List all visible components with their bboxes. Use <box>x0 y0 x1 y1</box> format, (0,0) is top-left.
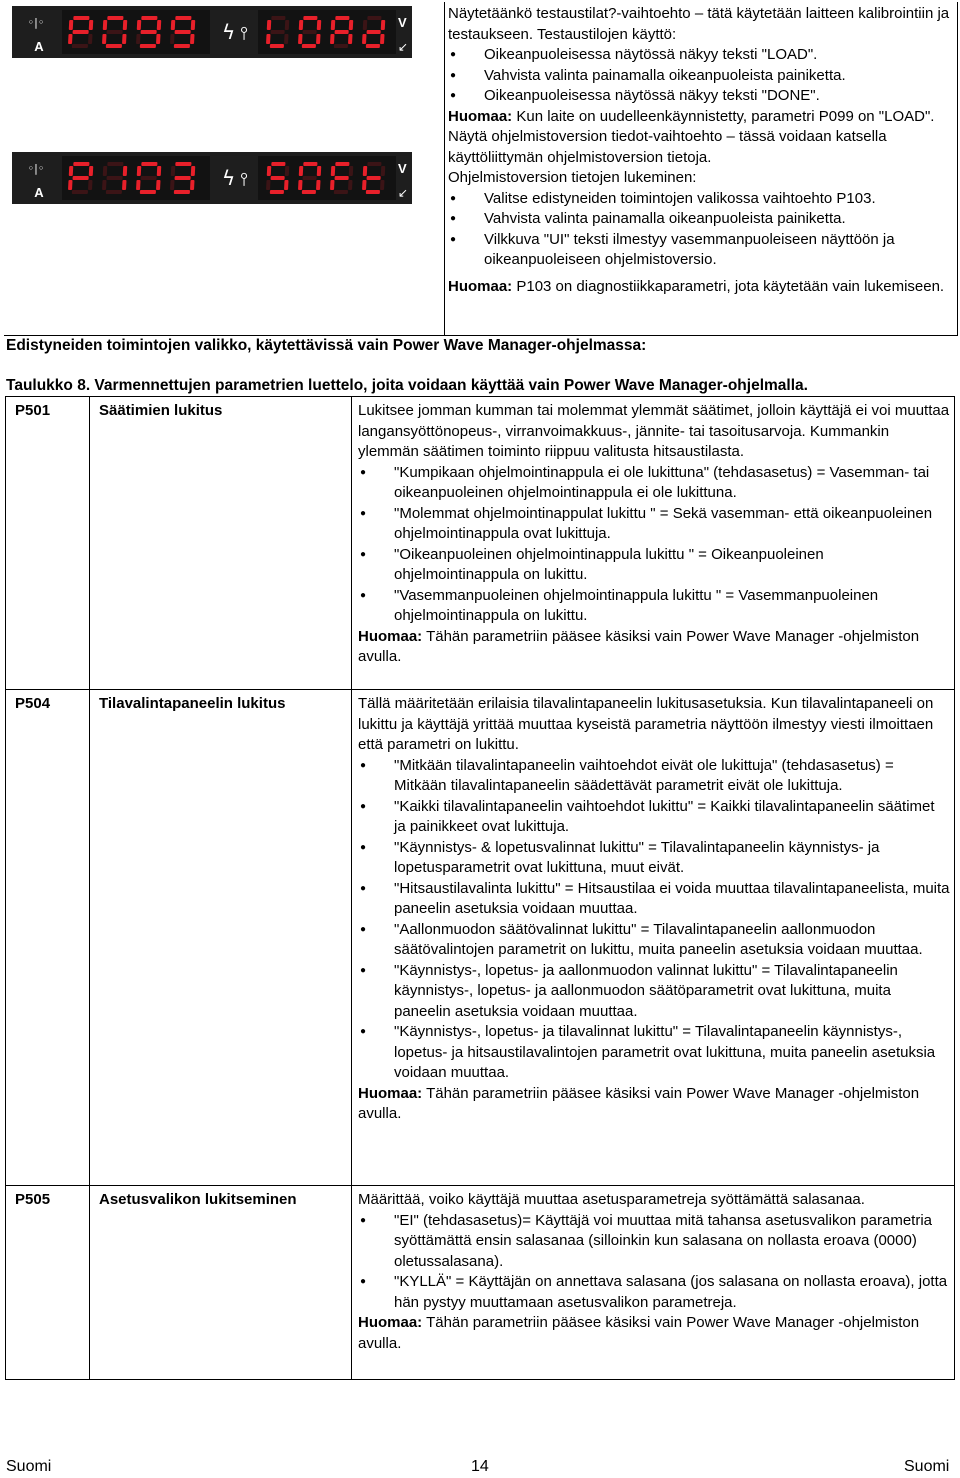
wire-feed-icon: ◦|◦ <box>27 16 45 29</box>
note-label: Huomaa: <box>448 277 513 295</box>
torch-icon: ↙ <box>398 40 409 54</box>
p099-bullet: ● Oikeanpuoleisessa näytössä näkyy teksti "LOAD". <box>448 45 956 66</box>
p103-note <box>448 277 956 298</box>
param-description <box>352 690 955 1186</box>
option-bullet: ● "Oikeanpuoleinen ohjelmointinappula lukittu " = Oikeanpuoleinen ohjelmointinappula on lukittu. <box>358 545 950 586</box>
table-row <box>6 1186 955 1380</box>
thermometer-icon: ⫯ <box>240 23 248 44</box>
option-bullet: ● "Mitkään tilavalintapaneelin vaihtoehdot eivät ole lukittuja" (tehdasasetus) = Mitkään tilavalintapaneelin säädettävät parametrit eivät ole lukittuja. <box>358 756 950 797</box>
p103-bullet: ● Valitse edistyneiden toimintojen valikossa vaihtoehto P103. <box>448 189 956 210</box>
note-text: Tähän parametriin pääsee käsiksi vain Power Wave Manager -ohjelmiston avulla. <box>358 1314 920 1352</box>
voltage-indicator: V <box>398 161 407 176</box>
arc-icon: ϟ <box>222 166 236 190</box>
top-section-text <box>448 4 956 297</box>
option-bullet: ● "Käynnistys-, lopetus- ja tilavalinnat lukittu" = Tilavalintapaneelin käynnistys-, lopetus- ja hitsaustilavalintojen parametrit ovat lukittuna, muita paneelin asetuksia voidaan muuttaa. <box>358 1022 950 1084</box>
amperage-indicator: A <box>34 185 44 200</box>
param-name: Asetusvalikon lukitseminen <box>90 1186 352 1380</box>
param-description <box>352 1186 955 1380</box>
thermometer-icon: ⫯ <box>240 169 248 190</box>
footer-language-right: Suomi <box>904 1458 950 1475</box>
note-text: Kun laite on uudelleenkäynnistetty, parametri P099 on "LOAD". <box>512 107 935 125</box>
advanced-menu-heading: Edistyneiden toimintojen valikko, käytettävissä vain Power Wave Manager-ohjelmassa: <box>6 337 647 354</box>
p103-bullet: ● Vilkkuva "UI" teksti ilmestyy vasemmanpuoleiseen näyttöön ja oikeanpuoleiseen ohjelmistoversio. <box>448 230 956 271</box>
description-text: Lukitsee jomman kumman tai molemmat ylemmät säätimet, jolloin käyttäjä ei voi muuttaa langansyöttönopeus-, virranvoimakkuus-, jännite- tai tasoitusarvoja. Kummankin ylemmän säätimen toiminto riippuu valitusta hitsaustilasta. <box>358 402 950 460</box>
param-note <box>358 1313 950 1354</box>
option-bullet: ● "Hitsaustilavalinta lukittu" = Hitsaustilaa ei voida muuttaa tilavalintapaneelista, muita paneelin asetuksia voidaan muuttaa. <box>358 879 950 920</box>
torch-icon: ↙ <box>398 186 409 200</box>
description-text: Määrittää, voiko käyttäjä muuttaa asetusparametreja syöttämättä salasanaa. <box>358 1191 865 1208</box>
parameters-table <box>5 396 955 1380</box>
p099-bullet: ● Oikeanpuoleisessa näytössä näkyy teksti "DONE". <box>448 86 956 107</box>
option-bullet: ● "Aallonmuodon säätövalinnat lukittu" = Tilavalintapaneelin aallonmuodon säätövalintojen parametrit on lukittu, muita paneelin asetuksia voidaan muuttaa. <box>358 920 950 961</box>
param-code: P505 <box>6 1186 90 1380</box>
note-label: Huomaa: <box>448 107 513 125</box>
description-text: Tällä määritetään erilaisia tilavalintapaneelin lukitusasetuksia. Kun tilavalintapaneeli on lukittu ja käyttäjä yrittää muuttaa kyseistä parametria näyttöön ilmestyy viesti ilmoittaen että parametri on lukittu. <box>358 695 934 753</box>
footer-page-number: 14 <box>471 1458 489 1475</box>
note-text: P103 on diagnostiikkaparametri, jota käytetään vain lukemiseen. <box>512 277 945 295</box>
p099-bullet: ● Vahvista valinta painamalla oikeanpuoleista painiketta. <box>448 66 956 87</box>
param-note <box>358 1084 950 1125</box>
voltage-indicator: V <box>398 15 407 30</box>
amperage-indicator: A <box>34 39 44 54</box>
p103-sub-intro: Ohjelmistoversion tietojen lukeminen: <box>448 169 697 186</box>
note-label: Huomaa: <box>358 1314 423 1331</box>
option-bullet: ● "EI" (tehdasasetus)= Käyttäjä voi muuttaa mitä tahansa asetusvalikon parametria syöttämättä ensin salasanaa (silloinkin kun salasana on nollasta eroava (0000) oletussalasana). <box>358 1211 950 1273</box>
arc-icon: ϟ <box>222 20 236 44</box>
note-text: Tähän parametriin pääsee käsiksi vain Power Wave Manager -ohjelmiston avulla. <box>358 627 920 665</box>
p103-bullet: ● Vahvista valinta painamalla oikeanpuoleista painiketta. <box>448 209 956 230</box>
param-description <box>352 397 955 690</box>
param-note <box>358 627 950 668</box>
table-caption: Taulukko 8. Varmennettujen parametrien luettelo, joita voidaan käyttää vain Power Wave Manager-ohjelmalla. <box>6 377 808 394</box>
param-code: P501 <box>6 397 90 690</box>
p099-note <box>448 107 956 128</box>
table-row <box>6 690 955 1186</box>
param-name: Tilavalintapaneelin lukitus <box>90 690 352 1186</box>
note-text: Tähän parametriin pääsee käsiksi vain Power Wave Manager -ohjelmiston avulla. <box>358 1084 920 1122</box>
p103-intro: Näytä ohjelmistoversion tiedot-vaihtoehto – tässä voidaan katsella käyttöliittymän ohjelmistoversion tietoja. <box>448 128 887 166</box>
option-bullet: ● "Kumpikaan ohjelmointinappula ei ole lukittuna" (tehdasasetus) = Vasemman- tai oikeanpuoleinen ohjelmointinappula ei ole lukittuna. <box>358 463 950 504</box>
wire-feed-icon: ◦|◦ <box>27 162 45 175</box>
top-section-divider <box>444 2 445 336</box>
param-code: P504 <box>6 690 90 1186</box>
option-bullet: ● "Kaikki tilavalintapaneelin vaihtoehdot lukittu" = Kaikki tilavalintapaneelin säätimet ja painikkeet ovat lukittuja. <box>358 797 950 838</box>
option-bullet: ● "Molemmat ohjelmointinappulat lukittu " = Sekä vasemman- että oikeanpuoleinen ohjelmointinappula ovat lukittuja. <box>358 504 950 545</box>
option-bullet: ● "Vasemmanpuoleinen ohjelmointinappula lukittu " = Vasemmanpuoleinen ohjelmointinappula on lukittu. <box>358 586 950 627</box>
p099-intro: Näytetäänkö testaustilat?-vaihtoehto – tätä käytetään laitteen kalibrointiin ja testaukseen. Testaustilojen käyttö: <box>448 5 950 43</box>
option-bullet: ● "Käynnistys-, lopetus- ja aallonmuodon valinnat lukittu" = Tilavalintapaneelin käynnistys-, lopetus- ja aallonmuodon säätöparametrit ovat lukittuna, muita paneelin asetuksia voidaan muuttaa. <box>358 961 950 1023</box>
option-bullet: ● "Käynnistys- & lopetusvalinnat lukittu" = Tilavalintapaneelin käynnistys- ja lopetusparametrit ovat lukittuna, muut eivät. <box>358 838 950 879</box>
footer-language-left: Suomi <box>6 1458 52 1475</box>
table-row <box>6 397 955 690</box>
param-name: Säätimien lukitus <box>90 397 352 690</box>
note-label: Huomaa: <box>358 627 423 645</box>
note-label: Huomaa: <box>358 1084 423 1102</box>
option-bullet: ● "KYLLÄ" = Käyttäjän on annettava salasana (jos salasana on nollasta eroava), jotta hän pystyy muuttamaan asetusvalikon parametreja. <box>358 1272 950 1313</box>
